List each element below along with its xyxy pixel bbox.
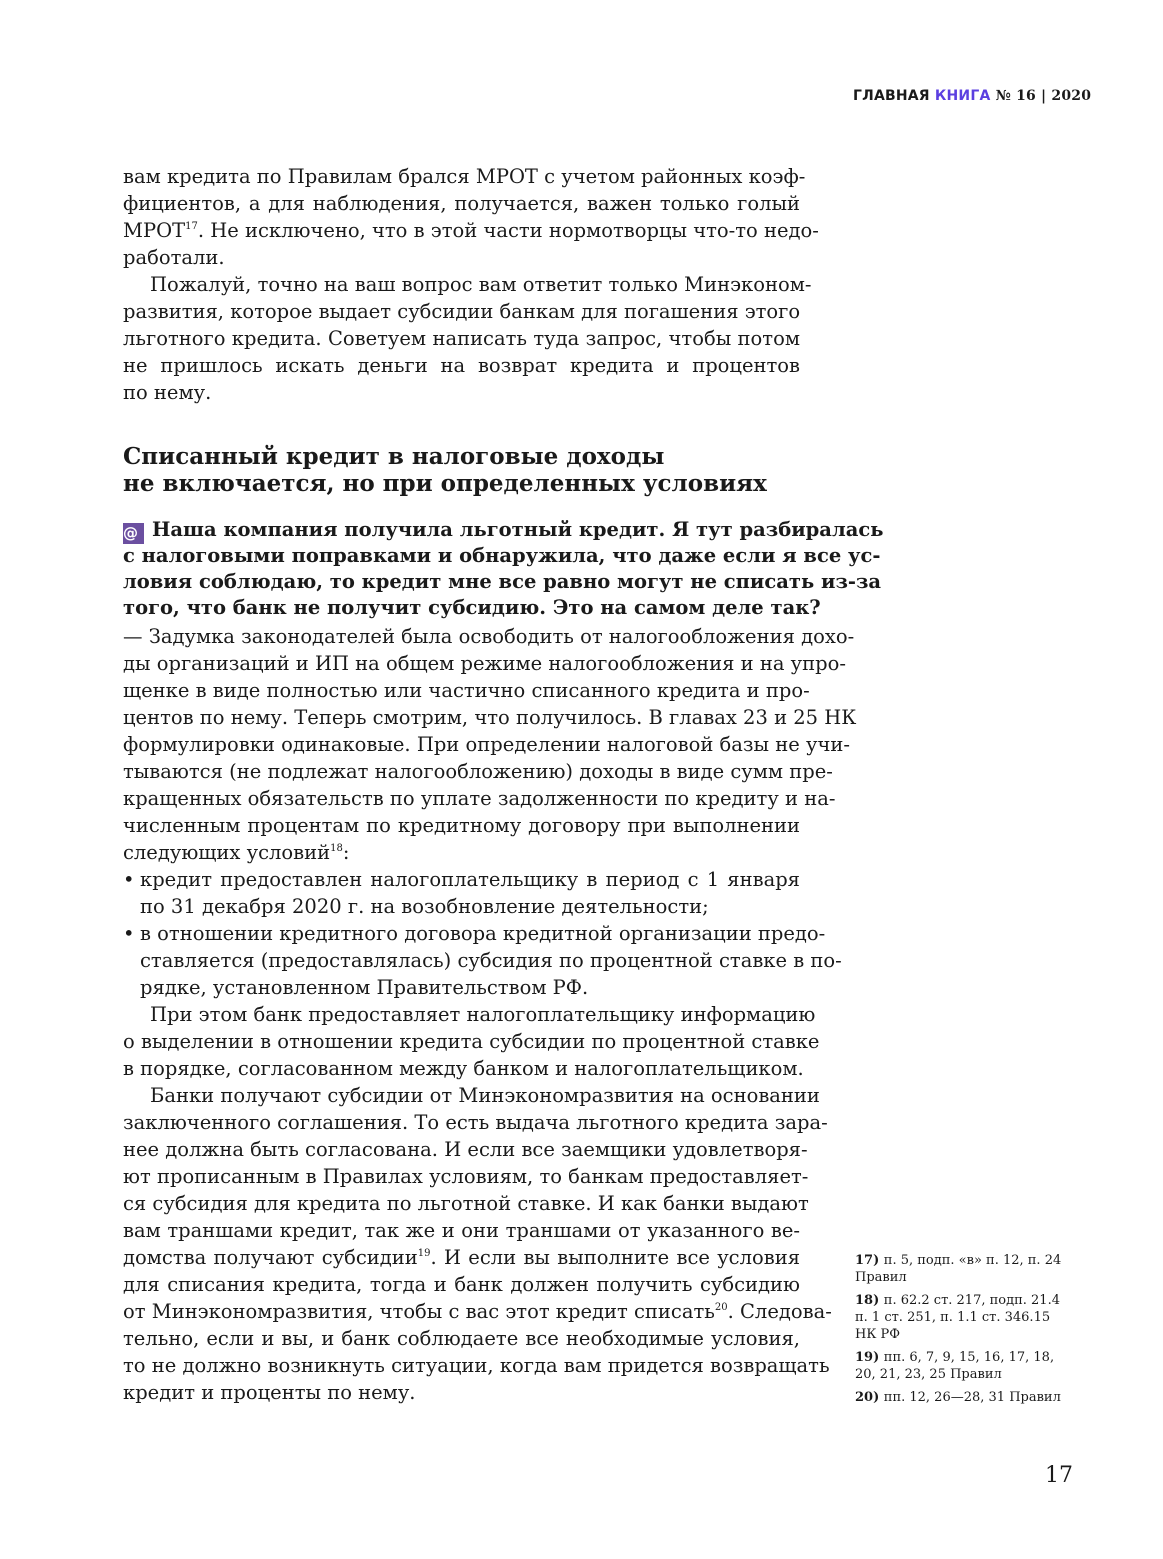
section-heading [123, 443, 800, 497]
text-line: щенке в виде полностью или частично списанного кредита и про- [123, 679, 810, 702]
text-line: вам кредита по Правилам брался МРОТ с учетом районных коэф- [123, 165, 806, 188]
footnote-ref: 19 [417, 1248, 431, 1259]
text-line: работали. [123, 246, 225, 269]
brand-name-accent: КНИГА [934, 88, 991, 104]
footnote-ref: 17 [185, 221, 198, 232]
answer-text [123, 623, 857, 1406]
text-line: домства получают субсидии$^{19}$. И если вы выполните все условия [123, 1246, 801, 1269]
text-line: Списанный кредит в налоговые доходы [123, 443, 665, 470]
at-icon: @ [123, 523, 144, 544]
footnote [855, 1349, 1075, 1383]
brand-name: ГЛАВНАЯ [853, 88, 930, 104]
footnote-number: 17) [855, 1253, 884, 1268]
text-line: ды организаций и ИП на общем режиме налогообложения и на упро- [123, 652, 846, 675]
text-line: численным процентам по кредитному договору при выполнении [123, 814, 800, 837]
text-line: тельно, если и вы, и банк соблюдаете все необходимые условия, [123, 1327, 800, 1350]
text-line: фициентов, а для наблюдения, получается, важен только голый [123, 192, 800, 215]
footnote [855, 1252, 1075, 1286]
footnote-number: 19) [855, 1350, 884, 1365]
bullet-item-line: по 31 декабря 2020 г. на возобновление деятельности; [140, 895, 709, 918]
text-line: кредит и проценты по нему. [123, 1381, 416, 1404]
footnote-text: пп. 12, 26—28, 31 Правил [883, 1390, 1061, 1405]
text-line: ловия соблюдаю, то кредит мне все равно могут не списать из-за [123, 570, 882, 593]
text-line: кращенных обязательств по уплате задолженности по кредиту и на- [123, 787, 836, 810]
intro-text [123, 163, 819, 406]
text-line: — Задумка законодателей была освободить от налогообложения дохо- [123, 625, 855, 648]
footnote-number: 20) [855, 1390, 884, 1405]
text-line: центов по нему. Теперь смотрим, что получилось. В главах 23 и 25 НК [123, 706, 857, 729]
text-line: в порядке, согласованном между банком и налогоплательщиком. [123, 1057, 804, 1080]
text-line: не пришлось искать деньги на возврат кредита и процентов [123, 354, 800, 377]
footnote-text: п. 5, подп. «в» п. 12, п. 24 Правил [855, 1253, 1062, 1285]
text-line: по нему. [123, 381, 212, 404]
footnote-number: 18) [855, 1293, 884, 1308]
footnote [855, 1292, 1075, 1343]
bullet-item-line: • в отношении кредитного договора кредитной организации предо- [123, 922, 826, 945]
text-line: того, что банк не получит субсидию. Это на самом деле так? [123, 596, 821, 619]
bullet-icon: • [123, 868, 135, 891]
footnote-text: п. 62.2 ст. 217, подп. 21.4 п. 1 ст. 251, п. 1.1 ст. 346.15 НК РФ [855, 1293, 1060, 1342]
footnote-ref: 18 [330, 843, 343, 854]
bullet-icon: • [123, 922, 135, 945]
text-line: с налоговыми поправками и обнаружила, что даже если я все ус- [123, 544, 881, 567]
footnote-text: пп. 6, 7, 9, 15, 16, 17, 18, 20, 21, 23, 25 Правил [855, 1350, 1055, 1382]
text-line: следующих условий$^{18}$: [123, 841, 350, 864]
text-line: тываются (не подлежат налогообложению) доходы в виде сумм пре- [123, 760, 833, 783]
text-line: от Минэкономразвития, чтобы с вас этот кредит списать$^{20}$. Следова- [123, 1300, 832, 1323]
text-line: то не должно возникнуть ситуации, когда вам придется возвращать [123, 1354, 830, 1377]
bullet-item-line: рядке, установленном Правительством РФ. [140, 976, 589, 999]
text-line: развития, которое выдает субсидии банкам для погашения этого [123, 300, 801, 323]
text-line: не включается, но при определенных условиях [123, 470, 767, 497]
bullet-item-line: • кредит предоставлен налогоплательщику в период с 1 января [123, 868, 800, 891]
running-header [853, 88, 1091, 104]
text-line: льготного кредита. Советуем написать туда запрос, чтобы потом [123, 327, 800, 350]
text-line: формулировки одинаковые. При определении налоговой базы не учи- [123, 733, 850, 756]
page-number: 17 [1045, 1463, 1073, 1488]
text-line: Банки получают субсидии от Минэкономразвития на основании [150, 1084, 820, 1107]
text-line: для списания кредита, тогда и банк должен получить субсидию [123, 1273, 800, 1296]
text-line: нее должна быть согласована. И если все заемщики удовлетворя- [123, 1138, 808, 1161]
footnote [855, 1389, 1075, 1406]
text-line: ют прописанным в Правилах условиям, то банкам предоставляет- [123, 1165, 809, 1188]
text-line: При этом банк предоставляет налогоплательщику информацию [150, 1003, 816, 1026]
text-line: заключенного соглашения. То есть выдача льготного кредита зара- [123, 1111, 828, 1134]
text-line: МРОТ$^{17}$. Не исключено, что в этой части нормотворцы что-то недо- [123, 219, 819, 242]
footnote-ref: 20 [714, 1302, 728, 1313]
footnotes [855, 1252, 1075, 1412]
reader-question [123, 517, 884, 621]
issue-number: № 16 | 2020 [995, 88, 1092, 104]
text-line: @ Наша компания получила льготный кредит. Я тут разбиралась [123, 518, 884, 542]
text-line: о выделении в отношении кредита субсидии по процентной ставке [123, 1030, 820, 1053]
bullet-item-line: ставляется (предоставлялась) субсидия по процентной ставке в по- [140, 949, 842, 972]
text-line: ся субсидия для кредита по льготной ставке. И как банки выдают [123, 1192, 809, 1215]
text-line: вам траншами кредит, так же и они траншами от указанного ве- [123, 1219, 800, 1242]
text-line: Пожалуй, точно на ваш вопрос вам ответит только Минэконом- [150, 273, 812, 296]
